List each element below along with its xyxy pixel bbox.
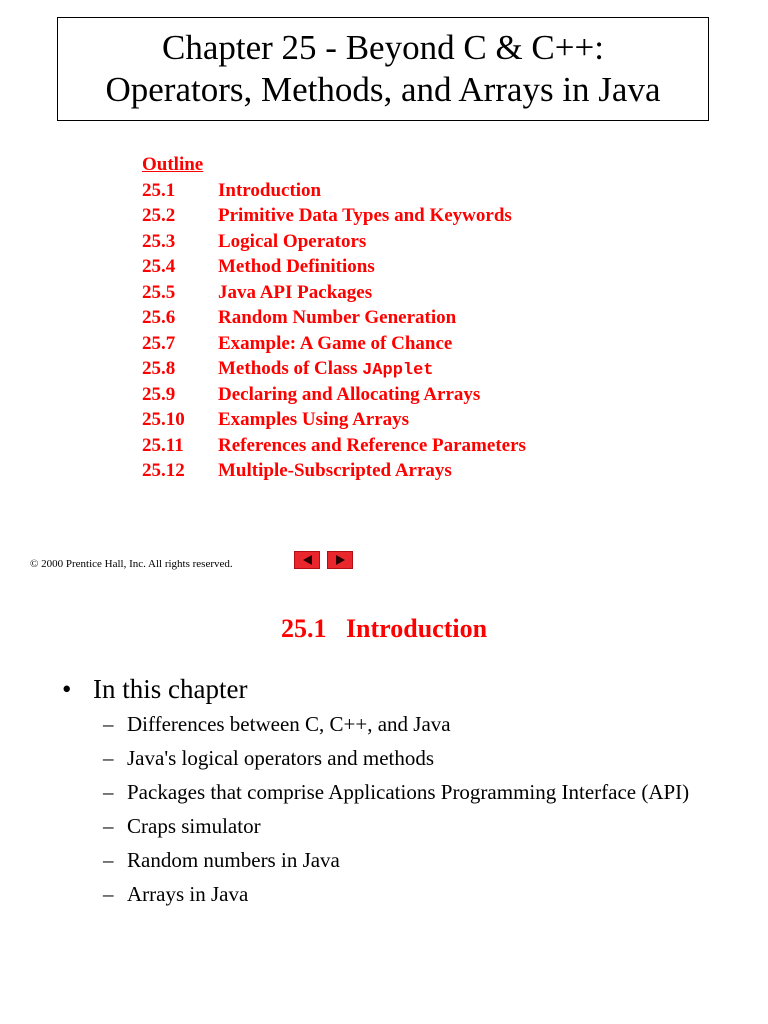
dash-marker: – <box>103 814 114 838</box>
bullet-dot: • <box>62 674 72 704</box>
outline-item-label <box>218 458 452 484</box>
outline-item-label <box>218 280 372 306</box>
sub-bullet-text: Arrays in Java <box>127 882 249 906</box>
outline-item-label <box>218 433 526 459</box>
triangle-left-icon <box>303 555 312 565</box>
outline-item-number: 25.2 <box>142 205 176 226</box>
outline-item[interactable] <box>142 254 526 280</box>
outline-item-number: 25.1 <box>142 179 176 201</box>
outline-item-label <box>218 382 480 408</box>
outline-item-label <box>218 203 512 229</box>
next-slide-button[interactable] <box>327 551 353 569</box>
outline-item-number: 25.3 <box>142 230 176 252</box>
copyright-footer: © 2000 Prentice Hall, Inc. All rights reserved. <box>30 558 233 570</box>
sub-bullet-text: Java's logical operators and methods <box>127 746 435 770</box>
outline-item-label-text: Multiple-Subscripted Arrays <box>218 460 452 481</box>
outline-item-label <box>218 229 366 255</box>
sub-bullet-item <box>103 780 723 805</box>
outline-item-number: 25.7 <box>142 332 176 354</box>
sub-bullet-item <box>103 848 723 873</box>
outline <box>142 152 526 484</box>
outline-item-label-text: Declaring and Allocating Arrays <box>218 383 481 405</box>
outline-item-label-text: Random Number Generation <box>218 307 457 328</box>
outline-item-number: 25.4 <box>142 256 176 277</box>
dash-marker: – <box>103 848 114 872</box>
outline-item-number: 25.5 <box>142 281 176 303</box>
outline-item-label-text: Method Definitions <box>218 256 375 277</box>
outline-item-label-text: Methods of Class <box>218 358 363 379</box>
outline-item-label <box>218 305 456 331</box>
outline-item-number: 25.9 <box>142 383 176 405</box>
outline-item-number: 25.8 <box>142 358 176 379</box>
previous-slide-button[interactable] <box>294 551 320 569</box>
outline-item[interactable] <box>142 305 526 331</box>
outline-heading[interactable]: Outline <box>142 154 204 175</box>
outline-item-label <box>218 254 375 280</box>
sub-bullet-text: Craps simulator <box>127 814 261 838</box>
outline-item-code: JApplet <box>362 361 434 380</box>
outline-item-label-text: References and Reference Parameters <box>218 434 526 456</box>
outline-item[interactable] <box>142 178 526 204</box>
outline-item-label-text: Example: A Game of Chance <box>218 332 453 354</box>
outline-item-label-text: Logical Operators <box>218 230 367 252</box>
chapter-title-line-1: Chapter 25 - Beyond C & C++: <box>162 28 604 67</box>
outline-item[interactable] <box>142 229 526 255</box>
sub-bullet-text: Packages that comprise Applications Programming Interface (API) <box>127 780 690 804</box>
bullet-item <box>62 674 247 705</box>
chapter-title-line-2: Operators, Methods, and Arrays in Java <box>105 70 661 109</box>
outline-item-label <box>218 407 409 433</box>
outline-item-number: 25.12 <box>142 460 185 481</box>
outline-item[interactable] <box>142 356 526 382</box>
outline-item[interactable] <box>142 331 526 357</box>
outline-item[interactable] <box>142 407 526 433</box>
dash-marker: – <box>103 780 114 804</box>
outline-item[interactable] <box>142 433 526 459</box>
bullet-text: In this chapter <box>93 674 248 704</box>
outline-item-label-text: Examples Using Arrays <box>218 409 410 430</box>
outline-item[interactable] <box>142 458 526 484</box>
section-title: 25.1 Introduction <box>280 614 488 643</box>
outline-item-number: 25.10 <box>142 409 185 430</box>
sub-bullet-item <box>103 746 723 771</box>
outline-item-label <box>218 178 321 204</box>
outline-item-label <box>218 356 434 382</box>
outline-item-label <box>218 331 452 357</box>
chapter-title-box <box>57 17 709 121</box>
sub-bullet-item <box>103 882 723 907</box>
sub-bullet-item <box>103 814 723 839</box>
sub-bullet-text: Random numbers in Java <box>127 848 340 872</box>
outline-item-label-text: Primitive Data Types and Keywords <box>218 205 512 226</box>
outline-item-label-text: Java API Packages <box>218 281 373 303</box>
outline-item-number: 25.11 <box>142 434 184 456</box>
dash-marker: – <box>103 712 114 736</box>
sub-bullet-text: Differences between C, C++, and Java <box>127 712 451 736</box>
outline-item[interactable] <box>142 280 526 306</box>
dash-marker: – <box>103 882 114 906</box>
outline-item-label-text: Introduction <box>218 179 322 201</box>
outline-item-number: 25.6 <box>142 307 176 328</box>
triangle-right-icon <box>336 555 345 565</box>
outline-item[interactable] <box>142 203 526 229</box>
dash-marker: – <box>103 746 114 770</box>
outline-list <box>142 178 526 484</box>
outline-item[interactable] <box>142 382 526 408</box>
sub-bullet-item <box>103 712 723 737</box>
sub-bullet-list <box>103 712 723 916</box>
